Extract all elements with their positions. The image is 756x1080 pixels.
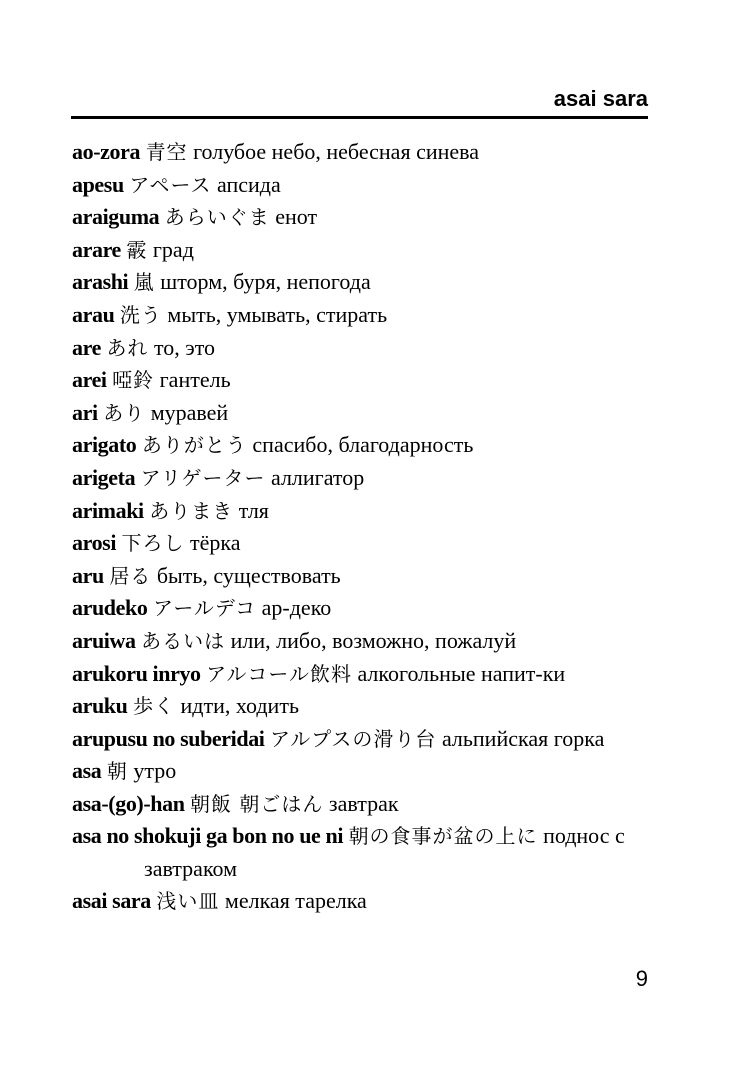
entry-definition: шторм, буря, непогода — [160, 269, 371, 295]
entry-definition: идти, ходить — [180, 693, 299, 719]
entry-definition: ар-деко — [261, 595, 332, 621]
dictionary-entry — [72, 397, 652, 430]
dictionary-entry — [72, 788, 652, 821]
entry-definition: алкогольные напит-ки — [357, 660, 566, 686]
entry-term: ari — [72, 399, 98, 425]
entry-japanese: 嵐 — [133, 270, 155, 295]
entry-term: asa-(go)-han — [72, 790, 185, 816]
dictionary-entry — [72, 299, 652, 332]
dictionary-entry — [72, 820, 652, 884]
entry-definition: мыть, умывать, стирать — [167, 301, 388, 327]
entry-japanese: アリゲーター — [140, 465, 266, 490]
entry-definition: енот — [275, 204, 318, 230]
entry-japanese: あるいは — [141, 628, 226, 653]
entry-term: arau — [72, 301, 115, 327]
dictionary-entry — [72, 429, 652, 462]
entry-definition: альпийская горка — [441, 725, 605, 751]
entry-term: arare — [72, 236, 121, 262]
dictionary-entry — [72, 495, 652, 528]
entry-term: apesu — [72, 171, 124, 197]
dictionary-entry — [72, 625, 652, 658]
entry-term: aruiwa — [72, 627, 136, 653]
entry-definition: мелкая тарелка — [224, 887, 367, 913]
dictionary-entry — [72, 755, 652, 788]
entry-definition: тёрка — [190, 530, 241, 556]
entry-japanese: 朝飯 朝ごはん — [190, 791, 324, 816]
dictionary-entry — [72, 690, 652, 723]
entry-japanese: 朝 — [106, 759, 128, 784]
header-rule — [71, 116, 648, 119]
entry-definition: быть, существовать — [156, 562, 341, 588]
entry-definition: утро — [133, 758, 177, 784]
entry-term: asa — [72, 758, 102, 784]
entry-term: arashi — [72, 269, 129, 295]
dictionary-entry — [72, 723, 652, 756]
entry-term: asa no shokuji ga bon no ue ni — [72, 823, 344, 849]
entry-japanese: 居る — [109, 563, 152, 588]
entry-japanese: アルプスの滑り台 — [270, 726, 437, 751]
entry-japanese: アルコール飲料 — [206, 661, 352, 686]
entry-definition: голубое небо, небесная синева — [193, 139, 480, 164]
entry-definition: аллигатор — [270, 464, 365, 490]
entry-term: arosi — [72, 530, 117, 556]
entry-japanese: 浅い皿 — [156, 888, 220, 913]
entry-japanese: あれ — [106, 335, 149, 360]
dictionary-entry — [72, 885, 652, 918]
dictionary-entry — [72, 560, 652, 593]
entry-term: arudeko — [72, 595, 148, 621]
dictionary-entry — [72, 266, 652, 299]
entry-japanese: あらいぐま — [164, 205, 270, 230]
entry-definition: поднос с завтраком — [144, 823, 625, 882]
entry-japanese: アールデコ — [152, 596, 257, 621]
entry-japanese: 洗う — [119, 302, 162, 327]
entry-term: arimaki — [72, 497, 144, 523]
entry-japanese: 啞鈴 — [112, 368, 155, 393]
dictionary-entries — [72, 136, 652, 917]
entry-term: arukoru inryo — [72, 660, 201, 686]
page-number: 9 — [635, 966, 648, 991]
entry-term: aruku — [72, 693, 128, 719]
entry-term: asai sara — [72, 887, 151, 913]
dictionary-entry — [72, 462, 652, 495]
entry-definition: муравей — [150, 399, 229, 425]
entry-definition: град — [152, 236, 194, 262]
entry-definition: завтрак — [328, 790, 399, 816]
entry-term: araiguma — [72, 204, 160, 230]
dictionary-entry — [72, 234, 652, 267]
dictionary-entry — [72, 527, 652, 560]
entry-term: aru — [72, 562, 104, 588]
dictionary-entry — [72, 364, 652, 397]
entry-definition: гантель — [159, 367, 231, 393]
entry-japanese: アペース — [129, 172, 212, 197]
dictionary-entry — [72, 592, 652, 625]
entry-term: arigeta — [72, 464, 136, 490]
dictionary-entry — [72, 201, 652, 234]
dictionary-entry — [72, 332, 652, 365]
entry-definition: апсида — [217, 171, 281, 197]
entry-japanese: 歩く — [132, 694, 175, 719]
dictionary-entry — [72, 658, 652, 691]
entry-japanese: ありまき — [149, 498, 234, 523]
entry-japanese: 朝の食事が盆の上に — [348, 824, 538, 849]
entry-definition: то, это — [153, 334, 216, 360]
entry-term: ao-zora — [72, 139, 141, 164]
entry-japanese: 霰 — [126, 237, 148, 262]
dictionary-entry — [72, 136, 652, 169]
dictionary-entry — [72, 169, 652, 202]
entry-japanese: 青空 — [145, 140, 188, 164]
entry-japanese: あり — [103, 400, 146, 425]
entry-definition: спасибо, благодарность — [252, 432, 474, 458]
running-head: asai sara — [553, 86, 648, 111]
entry-definition: тля — [238, 497, 269, 523]
entry-japanese: ありがとう — [141, 433, 247, 458]
entry-definition: или, либо, возможно, пожалуй — [230, 627, 517, 653]
entry-japanese: 下ろし — [121, 531, 185, 556]
entry-term: arei — [72, 367, 107, 393]
entry-term: are — [72, 334, 101, 360]
entry-term: arigato — [72, 432, 137, 458]
entry-term: arupusu no suberidai — [72, 725, 265, 751]
